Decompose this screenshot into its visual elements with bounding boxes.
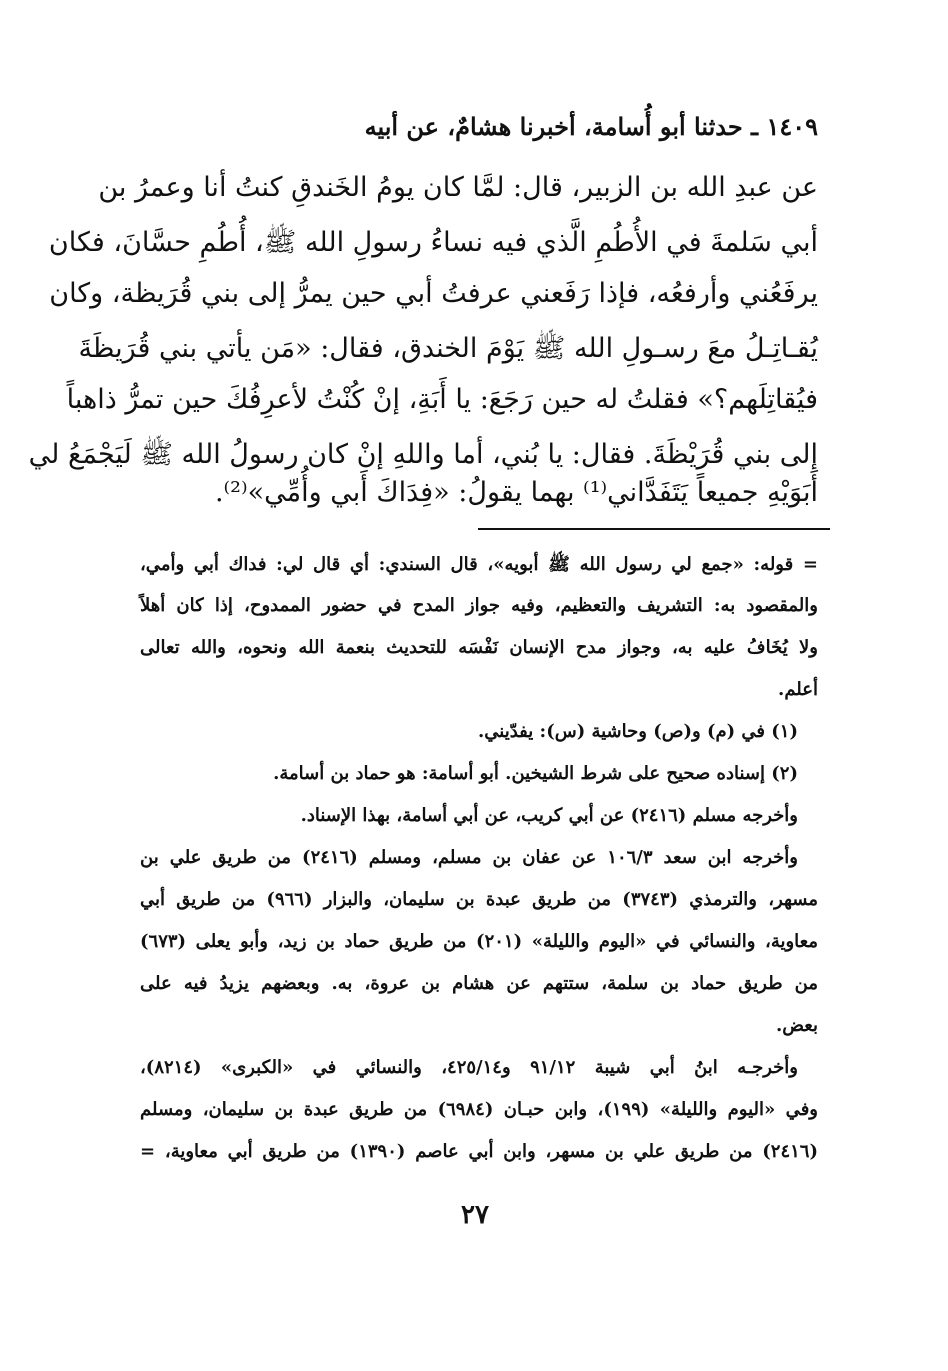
page-number: ٢٧ xyxy=(461,1200,489,1230)
footnote-2-line: وأخرجـه ابنُ أبي شيبة ٩١/١٢ و٤٢٥/١٤، والنسائي في «الكبرى» (٨٢١٤)، xyxy=(140,1057,798,1078)
footnote-separator xyxy=(478,528,830,530)
main-line: إلى بني قُرَيْظَةَ. فقال: يا بُني، أما واللهِ إنْ كان رسولُ الله ﷺ لَيَجْمَعُ لي xyxy=(28,439,818,470)
footnote-line: ولا يُخَافُ عليه به، وجواز مدح الإنسان نَفْسَه للتحديث بنعمة الله ونحوه، والله تعالى xyxy=(140,637,818,658)
footnote-2-line: من طريق حماد بن سلمة، ستتهم عن هشام بن عروة، به. وبعضهم يزيدُ فيه على xyxy=(140,973,818,994)
main-line: أبي سَلمةَ في الأُطُمِ الَّذي فيه نساءُ رسولِ الله ﷺ، أُطُمِ حسَّانَ، فكان xyxy=(48,227,818,258)
main-line: أَبَوَيْهِ جميعاً يَتَفَدَّاني⁽¹⁾ بهما يقولُ: «فِدَاكَ أَبي وأُمِّي»⁽²⁾. xyxy=(214,477,818,508)
footnote-line: أعلم. xyxy=(778,679,818,700)
footnote-2-line: وأخرجه ابن سعد ١٠٦/٣ عن عفان بن مسلم، ومسلم (٢٤١٦) من طريق علي بن xyxy=(140,847,798,868)
hadith-header: ١٤٠٩ ـ حدثنا أبو أُسامة، أخبرنا هشامٌ، عن أبيه xyxy=(364,112,818,141)
footnote-2-line: وأخرجه مسلم (٢٤١٦) عن أبي كريب، عن أبي أسامة، بهذا الإسناد. xyxy=(300,805,798,826)
main-line: فيُقاتِلَهم؟» فقلتُ له حين رَجَعَ: يا أَبَةِ، إنْ كُنْتُ لأعرِفُكَ حين تمرُّ ذاهباً xyxy=(66,384,818,415)
footnote-2-line: وفي «اليوم والليلة» (١٩٩)، وابن حبـان (٦٩٨٤) من طريق عبدة بن سليمان، ومسلم xyxy=(140,1099,818,1120)
footnote-2-line: (٢٤١٦) من طريق علي بن مسهر، وابن أبي عاصم (١٣٩٠) من طريق أبي معاوية، = xyxy=(140,1141,818,1162)
footnote-2-line: (٢) إسناده صحيح على شرط الشيخين. أبو أسامة: هو حماد بن أسامة. xyxy=(273,763,798,784)
main-line: عن عبدِ الله بن الزبير، قال: لمَّا كان يومُ الخَندقِ كنتُ أنا وعمرُ بن xyxy=(98,172,818,203)
footnote-2-line: معاوية، والنسائي في «اليوم والليلة» (٢٠١) من طريق حماد بن زيد، وأبو يعلى (٦٧٣) xyxy=(140,931,818,952)
main-line: يرفَعُني وأرفعُه، فإذا رَفَعني عرفتُ أبي حين يمرُّ إلى بني قُرَيظة، وكان xyxy=(49,278,818,309)
footnote-1: (١) في (م) و(ص) وحاشية (س): يفدّيني. xyxy=(478,721,798,742)
footnote-2-line: مسهر، والترمذي (٣٧٤٣) من طريق عبدة بن سليمان، والبزار (٩٦٦) من طريق أبي xyxy=(140,889,818,910)
footnote-line: = قوله: «جمع لي رسول الله ﷺ أبويه»، قال السندي: أي قال لي: فداك أبي وأمي، xyxy=(140,554,818,575)
footnote-line: والمقصود به: التشريف والتعظيم، وفيه جواز المدح في حضور الممدوح، إذا كان أهلاً xyxy=(140,595,818,616)
footnote-2-line: بعض. xyxy=(775,1015,818,1036)
main-line: يُقـاتِـلُ معَ رسـولِ الله ﷺ يَوْمَ الخندق، فقال: «مَن يأتي بني قُرَيظَةَ xyxy=(78,333,818,364)
